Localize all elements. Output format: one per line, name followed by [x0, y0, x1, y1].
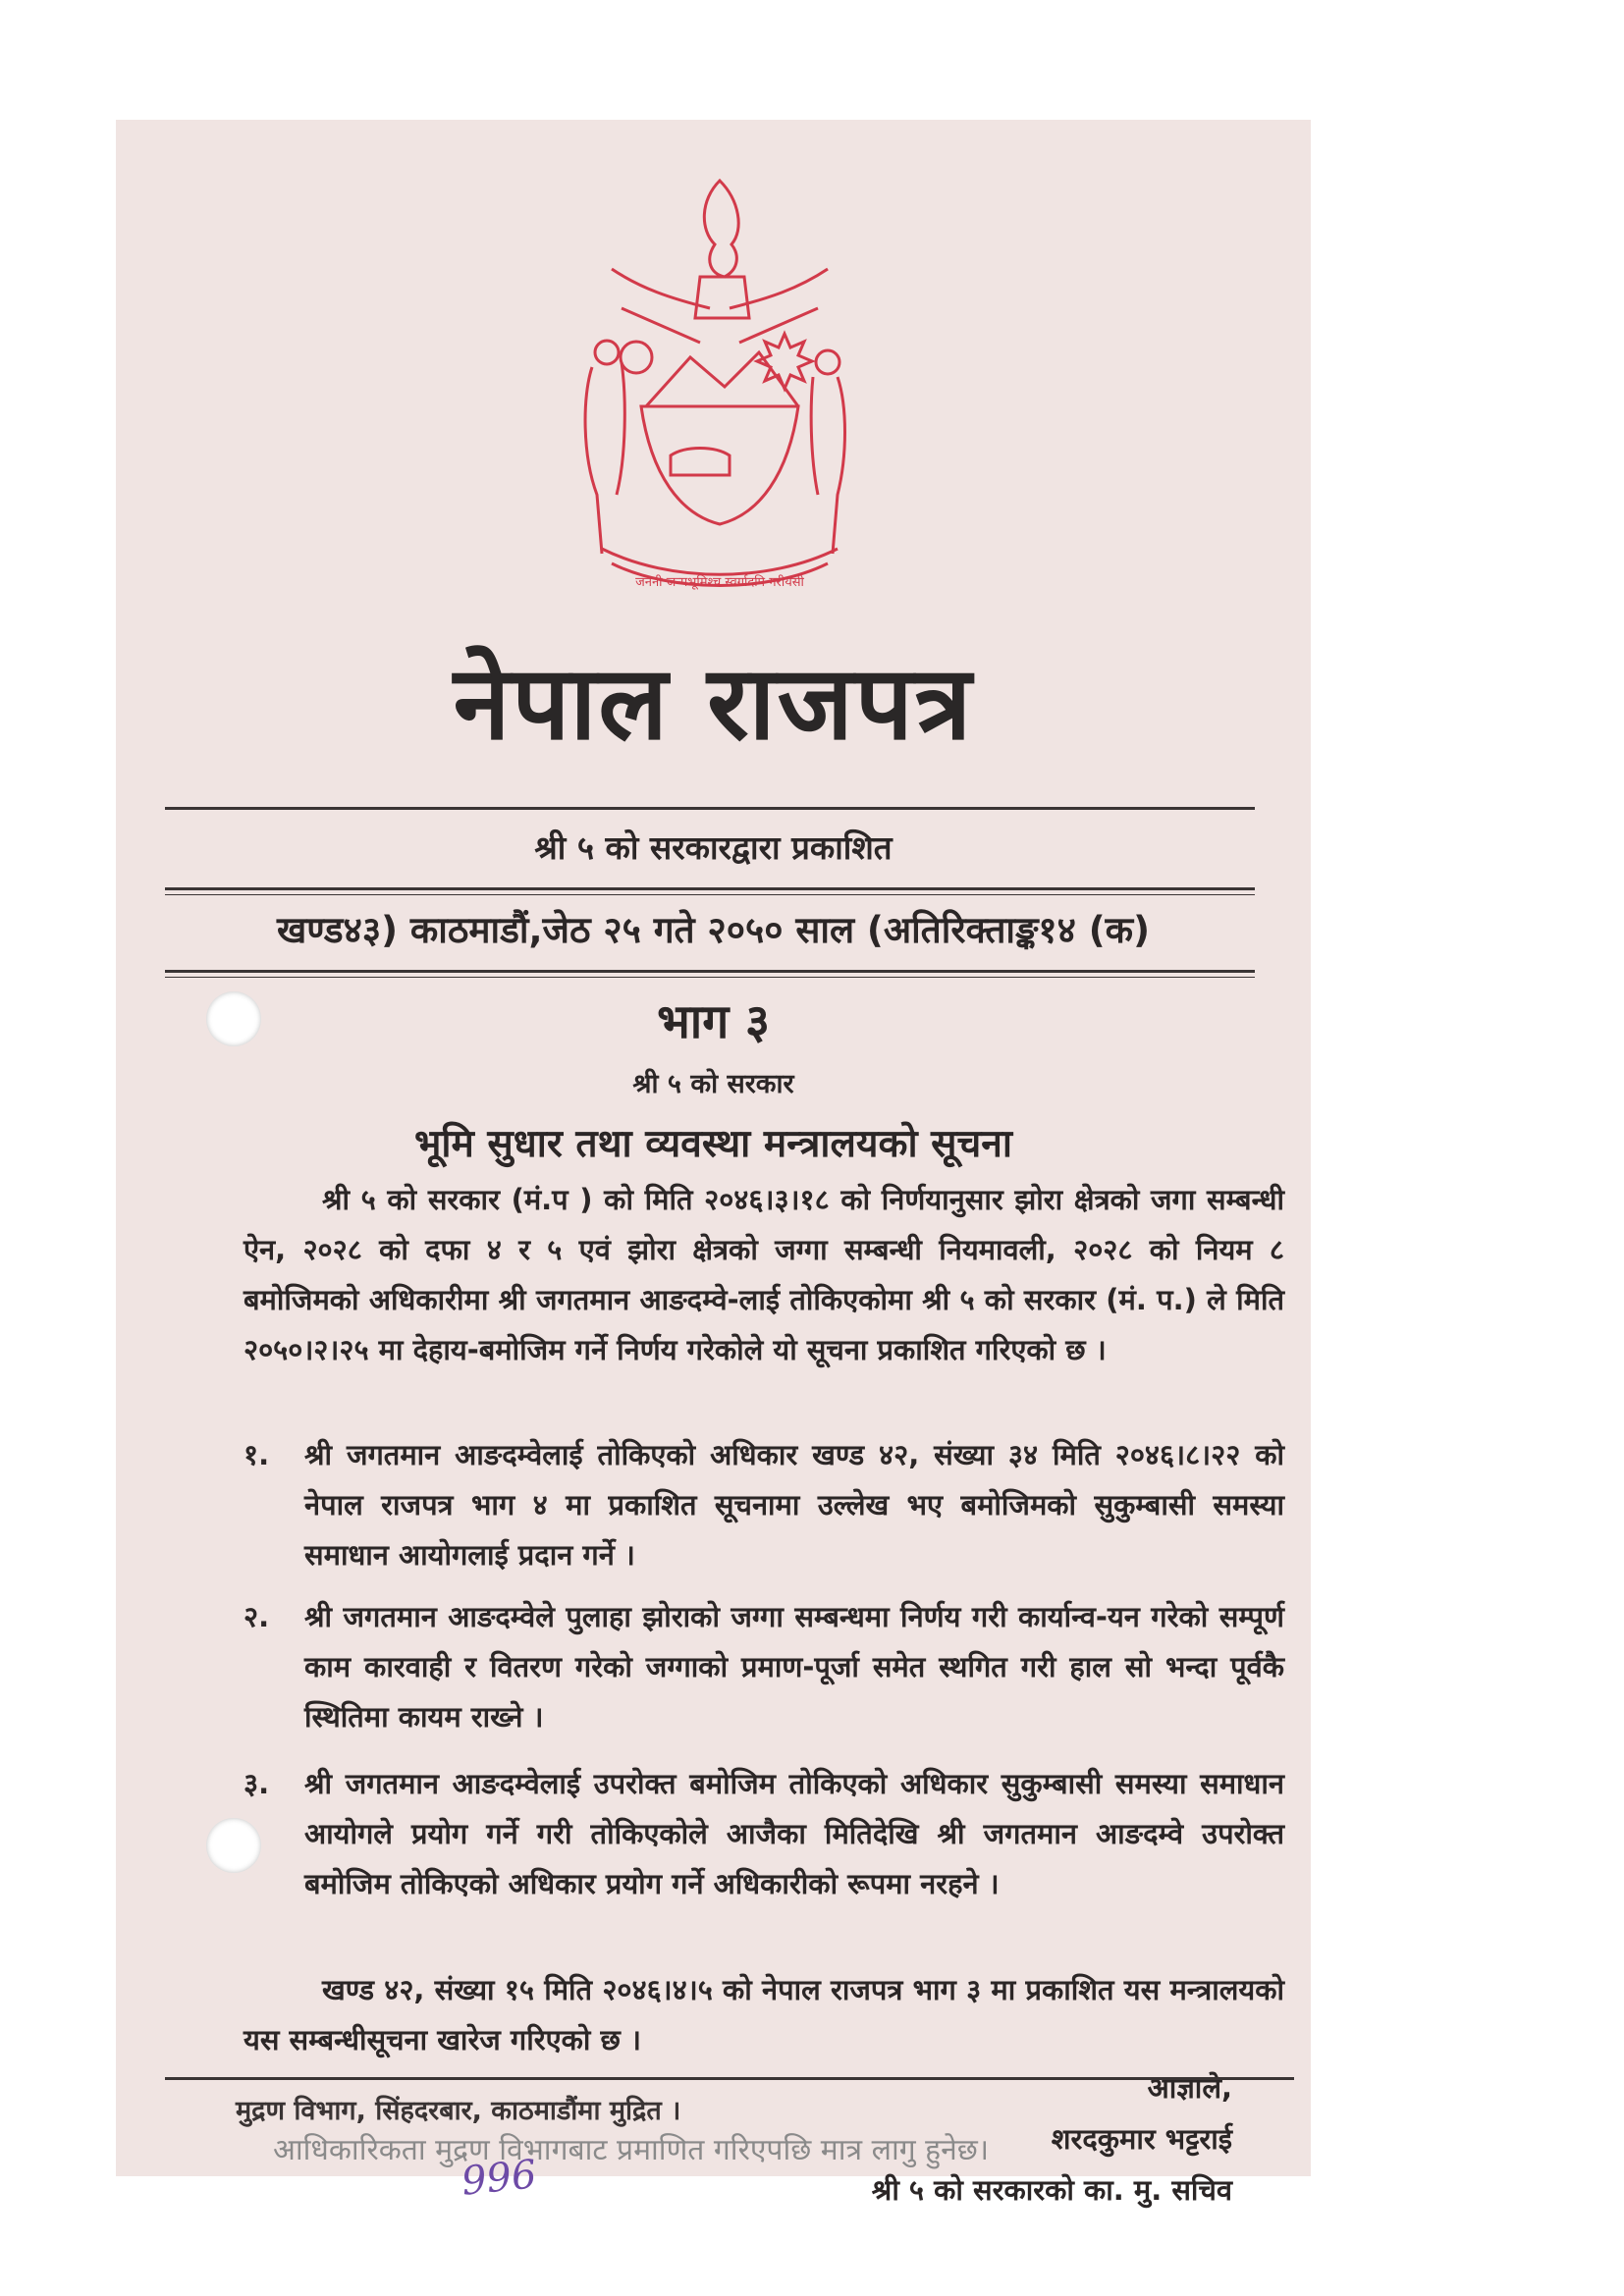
subtitle-divider [165, 887, 1255, 890]
list-item-number: २. [244, 1600, 270, 1633]
gazette-subtitle: श्री ५ को सरकारद्वारा प्रकाशित [534, 828, 893, 867]
list-item-text: श्री जगतमान आङदम्वेले पुलाहा झोराको जग्गा सम्बन्धमा निर्णय गरी कार्यान्व-यन गरेको सम्पूर्ण काम कारवाही र वितरण गरेको जग्गाको प्रमाण-पूर्जा समेत स्थगित गरी हाल सो भन्दा पूर्वकै स्थितिमा कायम राख्ने । [304, 1600, 1285, 1734]
list-item-number: १. [244, 1438, 270, 1471]
government-heading: श्री ५ को सरकार [632, 1069, 794, 1099]
list-item-text: श्री जगतमान आङदम्वेलाई उपरोक्त बमोजिम तोकिएको अधिकार सुकुम्बासी समस्या समाधान आयोगले प्रयोग गर्ने गरी तोकिएकोले आजैका मितिदेखि श्री जगतमान आङदम्वे उपरोक्त बमोजिम तोकिएको अधिकार प्रयोग गर्ने अधिकारीको रूपमा नरहने । [304, 1767, 1284, 1900]
part-heading: भाग ३ [657, 994, 770, 1049]
list-item-number: ३. [244, 1767, 270, 1800]
authenticity-overlay-notice: आधिकारिकता मुद्रण विभागबाट प्रमाणित गरिएपछि मात्र लागु हुनेछ। [273, 2133, 990, 2167]
signatory-designation: श्री ५ को सरकारको का. मु. सचिव [871, 2173, 1232, 2207]
coat-of-arms-emblem [553, 161, 887, 632]
emblem-motto: जननी जन्मभूमिश्च स्वर्गादपि गरीयसी [635, 575, 804, 590]
list-item [244, 1759, 1284, 1965]
list-item-text: श्री जगतमान आङदम्वेलाई तोकिएको अधिकार खण्ड ४२, संख्या ३४ मिति २०४६।८।२२ को नेपाल राजपत्र भाग ४ मा प्रकाशित सूचनामा उल्लेख भए बमोजिमको सुकुम्बासी समस्या समाधान आयोगलाई प्रदान गर्ने । [304, 1438, 1284, 1572]
issue-divider [165, 970, 1255, 973]
printer-line: मुद्रण विभाग, सिंहदरबार, काठमाडौंमा मुद्रित । [236, 2096, 681, 2126]
title-divider [165, 807, 1255, 810]
handwritten-number: 996 [459, 2152, 539, 2205]
intro-paragraph: श्री ५ को सरकार (मं.प ) को मिति २०४६।३।१८ को निर्णयानुसार झोरा क्षेत्रको जगा सम्बन्धी ऐन, २०२८ को दफा ४ र ५ एवं झोरा क्षेत्रको जग्गा सम्बन्धी नियमावली, २०२८ को नियम ८ बमोजिमको अधिकारीमा श्री जगतमान आङदम्वे-लाई तोकिएकोमा श्री ५ को सरकार (मं. प.) ले मिति २०५०।२।२५ मा देहाय-बमोजिम गर्ने निर्णय गरेकोले यो सूचना प्रकाशित गरिएको छ । [244, 1183, 1284, 1366]
closing-paragraph: खण्ड ४२, संख्या १५ मिति २०४६।४।५ को नेपाल राजपत्र भाग ३ मा प्रकाशित यस मन्त्रालयको यस सम्बन्धीसूचना खारेज गरिएको छ । [244, 1973, 1284, 2056]
footer-divider [165, 2077, 1294, 2080]
list-item [244, 1430, 1284, 1587]
signatory-name: शरदकुमार भट्टराई [1051, 2122, 1232, 2156]
by-order-label: आज्ञाले, [1147, 2071, 1232, 2105]
ministry-notice-heading: भूमि सुधार तथा व्यवस्था मन्त्रालयको सूचना [413, 1122, 1013, 1166]
issue-line: खण्ड४३) काठमाडौं,जेठ २५ गते २०५० साल (अतिरिक्ताङ्क१४ (क) [276, 909, 1151, 951]
gazette-title: नेपाल राजपत्र [453, 643, 974, 763]
list-item [244, 1592, 1284, 1749]
